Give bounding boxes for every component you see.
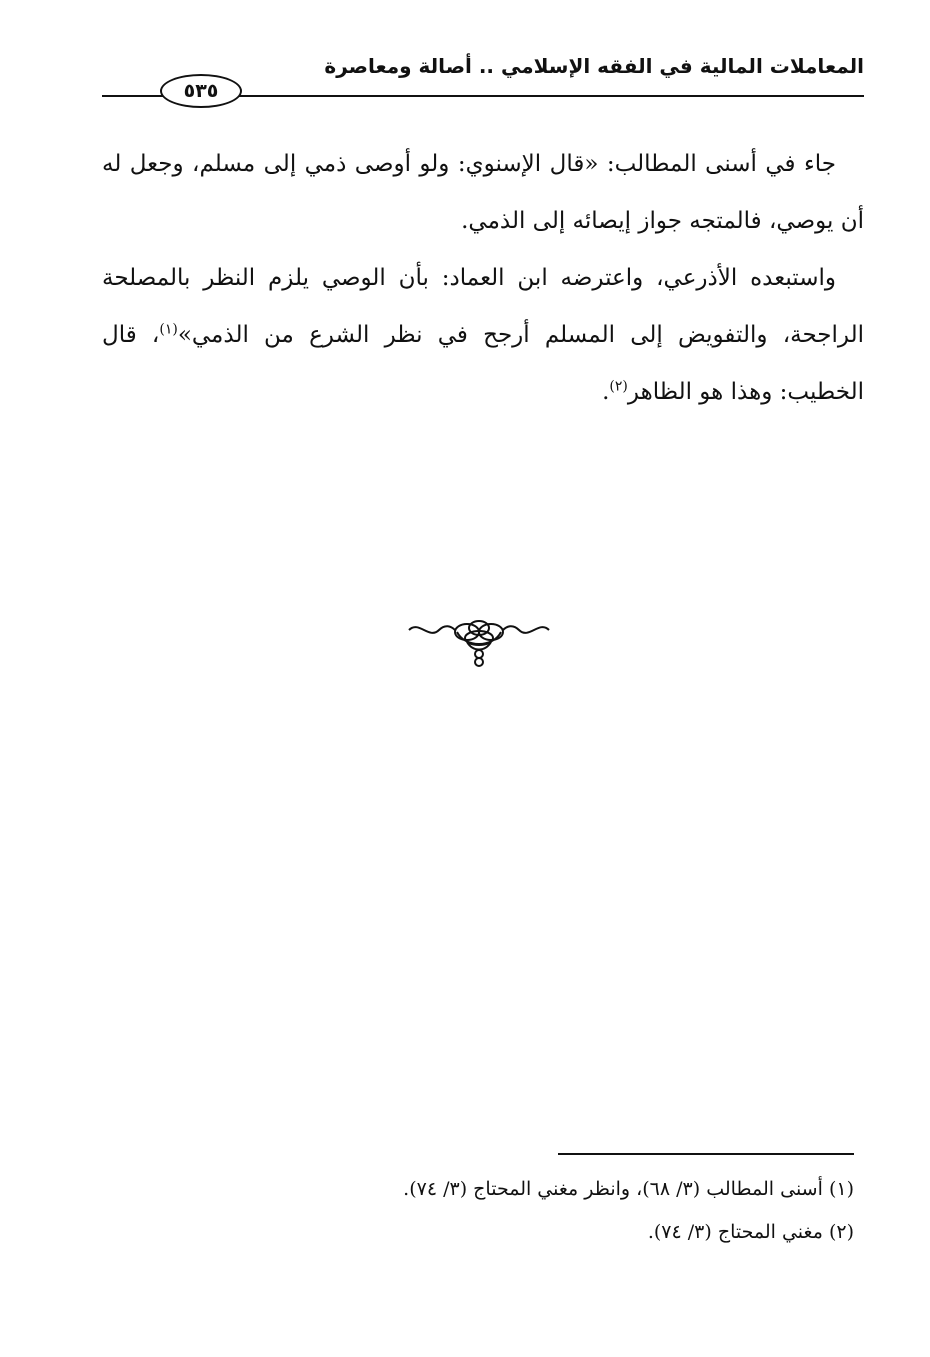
running-title: المعاملات المالية في الفقه الإسلامي .. أصالة ومعاصرة (324, 54, 864, 78)
paragraph-2 (102, 250, 864, 421)
footnote-text: مغني المحتاج (٣/ ٧٤). (647, 1221, 823, 1243)
footnote-marker: (٢) (828, 1221, 854, 1243)
footnote-2 (102, 1211, 854, 1254)
paragraph-2-part-1: واستبعده الأذرعي، واعترضه ابن العماد: بأن الوصي يلزم النظر بالمصلحة الراجحة، والتفويض إلى المسلم أرجح في نظر الشرع من الذمي» (102, 265, 865, 348)
footnote-separator (558, 1153, 854, 1155)
footnotes (102, 1168, 854, 1254)
paragraph-2-part-2: ، قال الخطيب: وهذا هو الظاهر (102, 322, 864, 405)
footnote-ref-1: (١) (159, 321, 178, 338)
footnote-1 (102, 1168, 854, 1211)
footnote-ref-2: (٢) (609, 378, 628, 395)
ornament-divider-icon (405, 614, 553, 670)
paragraph-1: جاء في أسنى المطالب: «قال الإسنوي: ولو أوصى ذمي إلى مسلم، وجعل له أن يوصي، فالمتجه جواز إيصائه إلى الذمي. (102, 151, 864, 234)
body-text (102, 136, 864, 421)
footnote-text: أسنى المطالب (٣/ ٦٨)، وانظر مغني المحتاج (٣/ ٧٤). (403, 1178, 823, 1200)
page-number (160, 74, 242, 108)
footnote-marker: (١) (828, 1178, 854, 1200)
paragraph-2-end: . (602, 379, 610, 405)
page-number-text: ٥٣٥ (183, 80, 219, 102)
